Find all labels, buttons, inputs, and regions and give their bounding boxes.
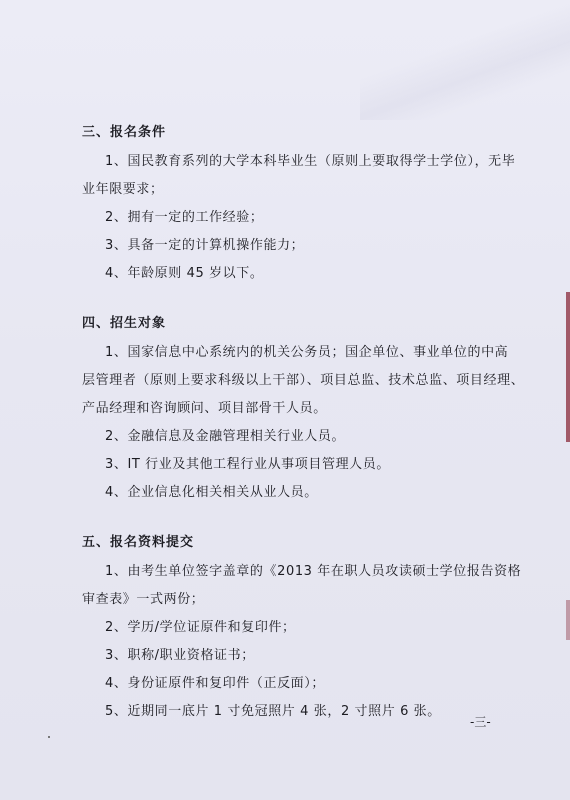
- paragraph-line: 4、身份证原件和复印件（正反面）；: [105, 676, 325, 691]
- paragraph-line: 3、具备一定的计算机操作能力；: [105, 238, 305, 253]
- paragraph-line: 2、金融信息及金融管理相关行业人员。: [105, 429, 346, 444]
- paragraph-line: 审查表》一式两份；: [82, 592, 205, 607]
- paper-fold-shadow: [360, 0, 570, 120]
- paragraph-line: 3、职称/职业资格证书；: [105, 648, 255, 663]
- paragraph-line: 1、国家信息中心系统内的机关公务员；国企单位、事业单位的中高: [105, 345, 509, 360]
- section-heading-requirements: 三、报名条件: [82, 125, 167, 140]
- paragraph-line: 5、近期同一底片 1 寸免冠照片 4 张，2 寸照片 6 张。: [105, 704, 441, 719]
- paragraph-line: 3、IT 行业及其他工程行业从事项目管理人员。: [105, 457, 390, 472]
- page-number: -三-: [470, 715, 491, 729]
- paragraph-line: 4、年龄原则 45 岁以下。: [105, 266, 264, 281]
- section-heading-application-materials: 五、报名资料提交: [82, 535, 195, 550]
- paragraph-line: 1、国民教育系列的大学本科毕业生（原则上要取得学士学位），无毕: [105, 154, 516, 169]
- paragraph-line: 业年限要求；: [82, 182, 164, 197]
- section-heading-target-students: 四、招生对象: [82, 316, 167, 331]
- paragraph-line: 1、由考生单位签字盖章的《2013 年在职人员攻读硕士学位报告资格: [105, 564, 522, 579]
- paragraph-line: 产品经理和咨询顾问、项目部骨干人员。: [82, 401, 327, 416]
- binding-edge-mark: [566, 292, 570, 442]
- paragraph-line: 层管理者（原则上要求科级以上干部）、项目总监、技术总监、项目经理、: [82, 373, 525, 388]
- paragraph-line: 2、拥有一定的工作经验；: [105, 210, 264, 225]
- binding-edge-mark: [566, 600, 570, 640]
- scan-speck: [48, 736, 50, 738]
- paragraph-line: 4、企业信息化相关相关从业人员。: [105, 485, 318, 500]
- paragraph-line: 2、学历/学位证原件和复印件；: [105, 620, 296, 635]
